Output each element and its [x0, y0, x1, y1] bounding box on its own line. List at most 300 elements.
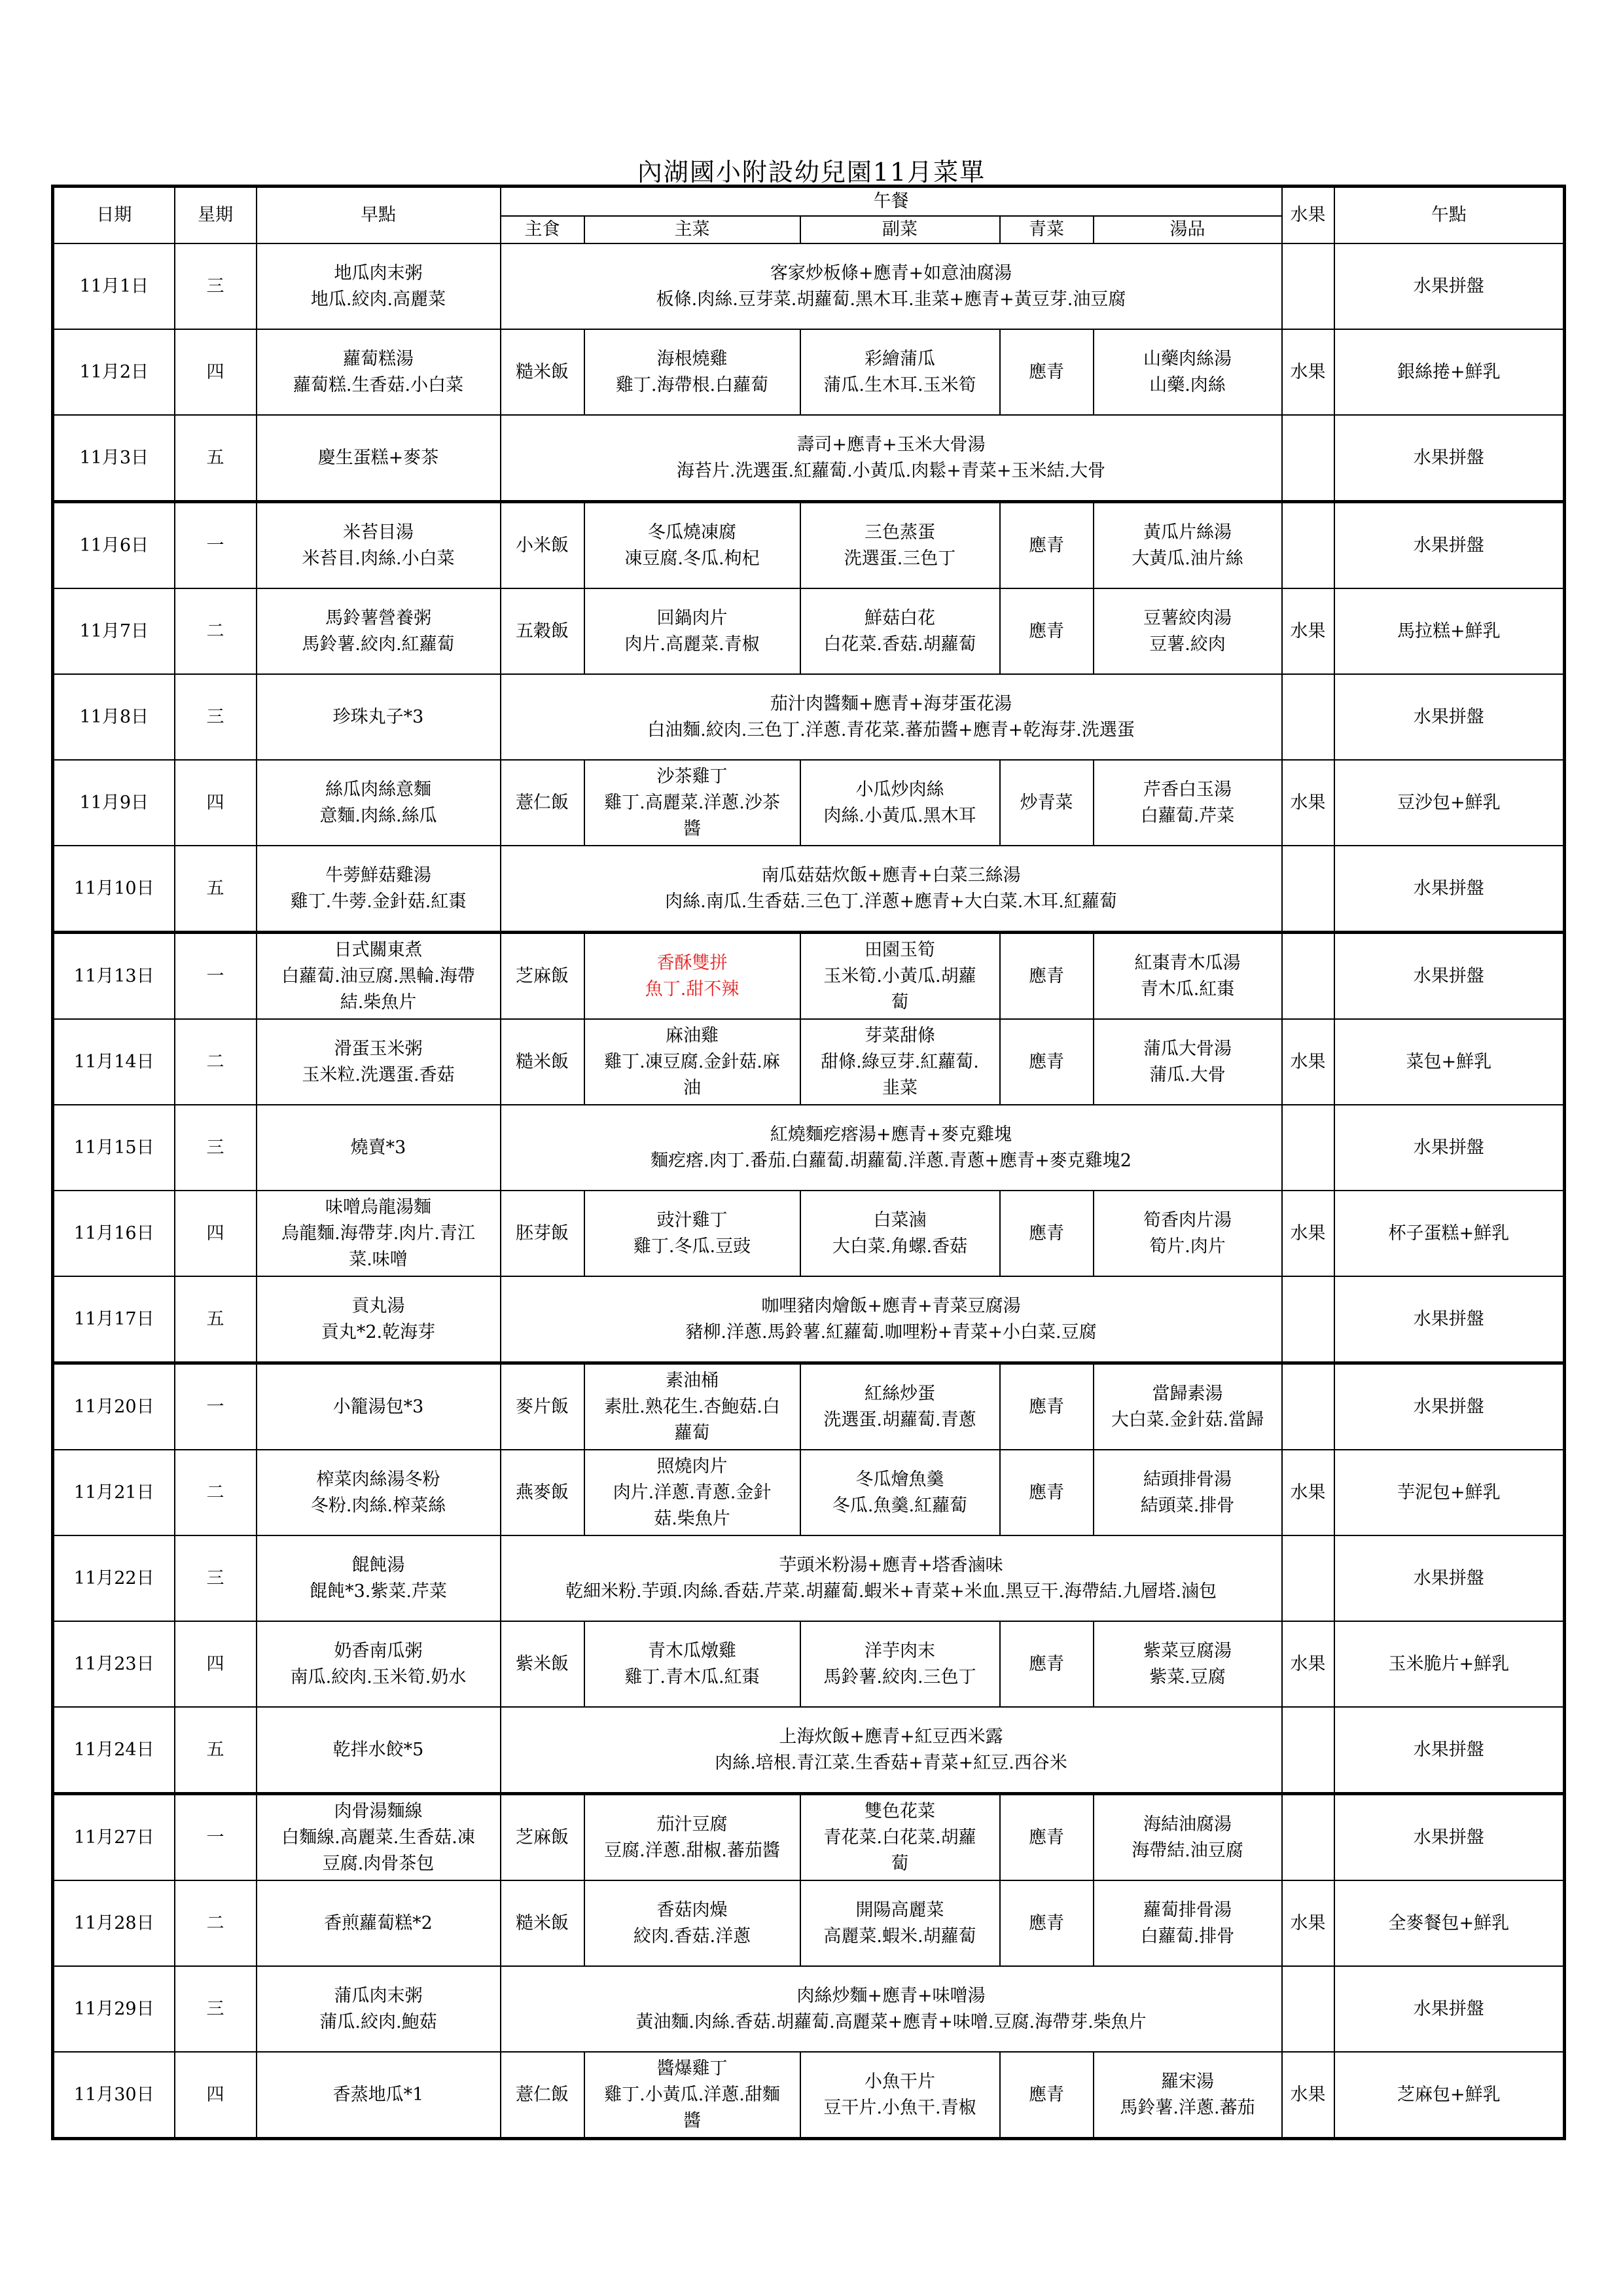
soup-cell-line: 蘿蔔排骨湯	[1143, 1899, 1232, 1920]
menu-row	[53, 933, 1565, 1020]
snack-cell: 水果拼盤	[1334, 502, 1565, 589]
side-dish-cell-line: 豆干片.小魚干.青椒	[823, 2097, 976, 2118]
breakfast-cell-line: 意麵.肉絲.絲瓜	[319, 805, 437, 826]
breakfast-cell-line: 榨菜肉絲湯冬粉	[316, 1469, 440, 1490]
side-dish-cell-line: 甜條.綠豆芽.紅蘿蔔.	[821, 1051, 979, 1072]
date-cell: 11月1日	[53, 243, 175, 329]
soup-cell-line: 紅棗青木瓜湯	[1134, 952, 1241, 973]
main-dish-cell-line: 海根燒雞	[656, 348, 728, 369]
snack-cell: 水果拼盤	[1334, 415, 1565, 502]
menu-row	[53, 1105, 1565, 1191]
snack-cell: 芋泥包+鮮乳	[1334, 1450, 1565, 1535]
menu-row	[53, 1880, 1565, 1966]
breakfast-cell-line: 玉米粒.洗選蛋.香菇	[302, 1064, 455, 1085]
main-dish-cell-line: 香菇肉燥	[656, 1899, 728, 1920]
lunch-combined-cell	[501, 1707, 1282, 1794]
date-cell: 11月9日	[53, 760, 175, 846]
main-dish-cell-line: 肉片.高麗菜.青椒	[624, 634, 760, 655]
veg-cell: 應青	[1000, 2052, 1094, 2139]
main-dish-cell-line: 素肚.熟花生.杏鮑菇.白	[604, 1396, 780, 1417]
breakfast-cell-line: 地瓜肉末粥	[334, 262, 423, 283]
side-dish-cell-line: 高麗菜.蝦米.胡蘿蔔	[823, 1926, 976, 1946]
main-dish-cell-line: 冬瓜燒凍腐	[648, 522, 736, 543]
veg-cell: 應青	[1000, 933, 1094, 1020]
snack-cell: 銀絲捲+鮮乳	[1334, 329, 1565, 415]
menu-row	[53, 674, 1565, 760]
weekday-cell: 二	[175, 588, 257, 674]
main-dish-cell-line: 雞丁.高麗菜.洋蔥.沙茶	[604, 792, 780, 813]
veg-cell: 應青	[1000, 1191, 1094, 1276]
lunch-combined-cell-line: 黃油麵.肉絲.香菇.胡蘿蔔.高麗菜+應青+味噌.豆腐.海帶芽.柴魚片	[635, 2011, 1147, 2032]
breakfast-cell	[257, 588, 501, 674]
date-cell: 11月13日	[53, 933, 175, 1020]
breakfast-cell-line: 烏龍麵.海帶芽.肉片.青江	[281, 1223, 475, 1244]
fruit-cell: 水果	[1282, 588, 1334, 674]
breakfast-cell-line: 米苔目湯	[343, 522, 414, 543]
menu-row	[53, 1191, 1565, 1276]
weekday-cell: 二	[175, 1880, 257, 1966]
breakfast-cell	[257, 1794, 501, 1881]
staple-cell: 糙米飯	[501, 1880, 584, 1966]
weekday-cell: 二	[175, 1019, 257, 1105]
side-dish-cell-line: 小瓜炒肉絲	[855, 779, 944, 800]
snack-cell: 全麥餐包+鮮乳	[1334, 1880, 1565, 1966]
breakfast-cell-line: 貢丸湯	[351, 1295, 405, 1316]
lunch-combined-cell-line: 麵疙瘩.肉丁.番茄.白蘿蔔.胡蘿蔔.洋蔥.青蔥+應青+麥克雞塊2	[651, 1150, 1132, 1171]
soup-cell-line: 羅宋湯	[1161, 2071, 1215, 2092]
breakfast-cell	[257, 1105, 501, 1191]
snack-cell: 水果拼盤	[1334, 1535, 1565, 1621]
veg-cell: 應青	[1000, 1621, 1094, 1707]
breakfast-cell-line: 結.柴魚片	[340, 992, 417, 1013]
lunch-combined-cell-line: 肉絲炒麵+應青+味噌湯	[796, 1985, 986, 2006]
breakfast-cell	[257, 933, 501, 1020]
breakfast-cell	[257, 1363, 501, 1450]
weekday-cell: 四	[175, 1621, 257, 1707]
fruit-cell: 水果	[1282, 1450, 1334, 1535]
soup-cell	[1094, 1880, 1282, 1966]
main-dish-cell	[584, 1621, 800, 1707]
main-dish-cell-line: 菇.柴魚片	[654, 1508, 730, 1529]
side-dish-cell-line: 玉米筍.小黃瓜.胡蘿	[823, 965, 976, 986]
fruit-cell	[1282, 1363, 1334, 1450]
side-dish-cell-line: 冬瓜.魚羹.紅蘿蔔	[832, 1495, 968, 1516]
main-dish-cell	[584, 1019, 800, 1105]
breakfast-cell-line: 蘿蔔糕.生香菇.小白菜	[293, 374, 464, 395]
fruit-cell	[1282, 1105, 1334, 1191]
fruit-cell: 水果	[1282, 1019, 1334, 1105]
veg-cell: 應青	[1000, 588, 1094, 674]
date-cell: 11月2日	[53, 329, 175, 415]
menu-row	[53, 1276, 1565, 1363]
side-dish-cell-line: 鮮菇白花	[865, 607, 935, 628]
header-staple: 主食	[501, 216, 584, 243]
side-dish-cell	[800, 588, 1000, 674]
soup-cell	[1094, 588, 1282, 674]
fruit-cell	[1282, 846, 1334, 933]
breakfast-cell	[257, 1450, 501, 1535]
lunch-combined-cell	[501, 1105, 1282, 1191]
breakfast-cell-line: 奶香南瓜粥	[334, 1640, 423, 1661]
soup-cell	[1094, 1363, 1282, 1450]
main-dish-cell-line: 素油桶	[666, 1370, 719, 1391]
weekday-cell: 五	[175, 1707, 257, 1794]
fruit-cell	[1282, 415, 1334, 502]
side-dish-cell-line: 白花菜.香菇.胡蘿蔔	[823, 634, 976, 655]
soup-cell-line: 紫菜豆腐湯	[1143, 1640, 1232, 1661]
soup-cell-line: 山藥.肉絲	[1149, 374, 1226, 395]
breakfast-cell	[257, 1966, 501, 2052]
main-dish-cell-line: 麻油雞	[666, 1025, 719, 1046]
header-side: 副菜	[800, 216, 1000, 243]
fruit-cell: 水果	[1282, 329, 1334, 415]
side-dish-cell-line: 馬鈴薯.絞肉.三色丁	[823, 1666, 976, 1687]
main-dish-cell-line: 醬	[683, 2110, 701, 2131]
main-dish-cell-line: 雞丁.海帶根.白蘿蔔	[615, 374, 769, 395]
weekday-cell: 一	[175, 1794, 257, 1881]
lunch-combined-cell-line: 茄汁肉醬麵+應青+海芽蛋花湯	[770, 693, 1012, 714]
main-dish-cell	[584, 329, 800, 415]
soup-cell-line: 蒲瓜.大骨	[1149, 1064, 1226, 1085]
side-dish-cell	[800, 1363, 1000, 1450]
snack-cell: 水果拼盤	[1334, 1707, 1565, 1794]
menu-row	[53, 243, 1565, 329]
breakfast-cell-line: 絲瓜肉絲意麵	[325, 779, 431, 800]
menu-table	[51, 185, 1566, 2140]
veg-cell: 應青	[1000, 1019, 1094, 1105]
menu-row	[53, 1966, 1565, 2052]
header-lunch: 午餐	[501, 187, 1282, 217]
weekday-cell: 四	[175, 760, 257, 846]
lunch-combined-cell	[501, 846, 1282, 933]
breakfast-cell	[257, 1191, 501, 1276]
breakfast-cell-line: 馬鈴薯.絞肉.紅蘿蔔	[302, 634, 455, 655]
side-dish-cell-line: 洗選蛋.三色丁	[844, 548, 956, 569]
header-breakfast: 早點	[257, 187, 501, 244]
weekday-cell: 二	[175, 1450, 257, 1535]
main-dish-cell	[584, 1191, 800, 1276]
breakfast-cell-line: 味噌烏龍湯麵	[325, 1196, 431, 1217]
side-dish-cell-line: 肉絲.小黃瓜.黑木耳	[823, 805, 976, 826]
weekday-cell: 三	[175, 1535, 257, 1621]
header-date: 日期	[53, 187, 175, 244]
lunch-combined-cell	[501, 674, 1282, 760]
menu-row	[53, 502, 1565, 589]
staple-cell: 薏仁飯	[501, 760, 584, 846]
header-veg: 青菜	[1000, 216, 1094, 243]
main-dish-cell-line: 醬爆雞丁	[656, 2058, 728, 2079]
date-cell: 11月14日	[53, 1019, 175, 1105]
soup-cell-line: 大黃瓜.油片絲	[1132, 548, 1243, 569]
side-dish-cell	[800, 760, 1000, 846]
breakfast-cell-line: 豆腐.肉骨茶包	[322, 1853, 435, 1874]
breakfast-cell-line: 白麵線.高麗菜.生香菇.凍	[281, 1827, 475, 1848]
breakfast-cell-line: 珍珠丸子*3	[332, 706, 424, 727]
menu-row	[53, 846, 1565, 933]
side-dish-cell-line: 韭菜	[882, 1077, 918, 1098]
fruit-cell	[1282, 1794, 1334, 1881]
breakfast-cell-line: 滑蛋玉米粥	[334, 1038, 423, 1059]
soup-cell-line: 當歸素湯	[1152, 1383, 1223, 1404]
breakfast-cell-line: 貢丸*2.乾海芽	[321, 1321, 436, 1342]
date-cell: 11月16日	[53, 1191, 175, 1276]
veg-cell: 應青	[1000, 1794, 1094, 1881]
weekday-cell: 一	[175, 933, 257, 1020]
lunch-combined-cell-line: 板條.肉絲.豆芽菜.胡蘿蔔.黑木耳.韭菜+應青+黃豆芽.油豆腐	[656, 289, 1126, 310]
breakfast-cell-line: 馬鈴薯營養粥	[325, 607, 431, 628]
date-cell: 11月29日	[53, 1966, 175, 2052]
veg-cell: 應青	[1000, 1450, 1094, 1535]
main-dish-cell	[584, 1794, 800, 1881]
main-dish-cell	[584, 1450, 800, 1535]
breakfast-cell	[257, 674, 501, 760]
main-dish-cell	[584, 760, 800, 846]
menu-row	[53, 329, 1565, 415]
soup-cell-line: 青木瓜.紅棗	[1140, 978, 1235, 999]
side-dish-cell-line: 開陽高麗菜	[855, 1899, 944, 1920]
lunch-combined-cell	[501, 243, 1282, 329]
breakfast-cell-line: 南瓜.絞肉.玉米筍.奶水	[290, 1666, 467, 1687]
breakfast-cell	[257, 2052, 501, 2139]
main-dish-cell	[584, 502, 800, 589]
soup-cell	[1094, 502, 1282, 589]
breakfast-cell	[257, 1535, 501, 1621]
side-dish-cell	[800, 1450, 1000, 1535]
side-dish-cell-line: 芽菜甜條	[865, 1025, 935, 1046]
soup-cell-line: 山藥肉絲湯	[1143, 348, 1232, 369]
soup-cell-line: 馬鈴薯.洋蔥.蕃茄	[1120, 2097, 1255, 2118]
soup-cell	[1094, 1621, 1282, 1707]
side-dish-cell-line: 洋芋肉末	[865, 1640, 935, 1661]
weekday-cell: 一	[175, 1363, 257, 1450]
snack-cell: 玉米脆片+鮮乳	[1334, 1621, 1565, 1707]
date-cell: 11月21日	[53, 1450, 175, 1535]
side-dish-cell-line: 青花菜.白花菜.胡蘿	[823, 1827, 976, 1848]
soup-cell-line: 豆薯絞肉湯	[1143, 607, 1232, 628]
side-dish-cell-line: 蔔	[891, 992, 909, 1013]
fruit-cell	[1282, 1535, 1334, 1621]
soup-cell-line: 海帶結.油豆腐	[1132, 1840, 1243, 1861]
breakfast-cell-line: 菜.味噌	[349, 1249, 408, 1270]
snack-cell: 水果拼盤	[1334, 933, 1565, 1020]
menu-row	[53, 1535, 1565, 1621]
lunch-combined-cell-line: 白油麵.絞肉.三色丁.洋蔥.青花菜.蕃茄醬+應青+乾海芽.洗選蛋	[647, 719, 1135, 740]
fruit-cell	[1282, 1276, 1334, 1363]
side-dish-cell-line: 雙色花菜	[865, 1801, 935, 1821]
staple-cell: 燕麥飯	[501, 1450, 584, 1535]
veg-cell: 應青	[1000, 502, 1094, 589]
date-cell: 11月3日	[53, 415, 175, 502]
main-dish-cell	[584, 933, 800, 1020]
side-dish-cell	[800, 2052, 1000, 2139]
soup-cell	[1094, 2052, 1282, 2139]
lunch-combined-cell-line: 咖哩豬肉燴飯+應青+青菜豆腐湯	[761, 1295, 1021, 1316]
snack-cell: 水果拼盤	[1334, 1276, 1565, 1363]
date-cell: 11月24日	[53, 1707, 175, 1794]
menu-row	[53, 415, 1565, 502]
date-cell: 11月6日	[53, 502, 175, 589]
weekday-cell: 三	[175, 674, 257, 760]
menu-row	[53, 2052, 1565, 2139]
staple-cell: 小米飯	[501, 502, 584, 589]
main-dish-cell-line: 香酥雙拼	[656, 952, 728, 973]
fruit-cell: 水果	[1282, 2052, 1334, 2139]
side-dish-cell-line: 冬瓜燴魚羹	[855, 1469, 944, 1490]
date-cell: 11月7日	[53, 588, 175, 674]
fruit-cell	[1282, 933, 1334, 1020]
veg-cell: 炒青菜	[1000, 760, 1094, 846]
breakfast-cell	[257, 502, 501, 589]
snack-cell: 水果拼盤	[1334, 243, 1565, 329]
soup-cell-line: 白蘿蔔.排骨	[1140, 1926, 1235, 1946]
soup-cell-line: 海結油腐湯	[1143, 1814, 1232, 1835]
side-dish-cell-line: 蔔	[891, 1853, 909, 1874]
fruit-cell: 水果	[1282, 1191, 1334, 1276]
breakfast-cell-line: 蘿蔔糕湯	[343, 348, 414, 369]
breakfast-cell-line: 餛飩*3.紫菜.芹菜	[310, 1581, 447, 1602]
snack-cell: 馬拉糕+鮮乳	[1334, 588, 1565, 674]
lunch-combined-cell-line: 上海炊飯+應青+紅豆西米露	[779, 1726, 1003, 1747]
staple-cell: 五穀飯	[501, 588, 584, 674]
breakfast-cell-line: 香蒸地瓜*1	[332, 2084, 424, 2105]
snack-cell: 菜包+鮮乳	[1334, 1019, 1565, 1105]
side-dish-cell-line: 洗選蛋.胡蘿蔔.青蔥	[823, 1409, 976, 1430]
lunch-combined-cell-line: 紅燒麵疙瘩湯+應青+麥克雞塊	[770, 1124, 1012, 1145]
menu-row	[53, 1363, 1565, 1450]
main-dish-cell-line: 雞丁.小黃瓜.洋蔥.甜麵	[604, 2084, 780, 2105]
fruit-cell	[1282, 502, 1334, 589]
weekday-cell: 五	[175, 1276, 257, 1363]
breakfast-cell	[257, 1276, 501, 1363]
lunch-combined-cell-line: 芋頭米粉湯+應青+塔香滷味	[779, 1554, 1003, 1575]
weekday-cell: 四	[175, 1191, 257, 1276]
header-snack: 午點	[1334, 187, 1565, 244]
date-cell: 11月20日	[53, 1363, 175, 1450]
weekday-cell: 三	[175, 243, 257, 329]
main-dish-cell	[584, 2052, 800, 2139]
main-dish-cell-line: 魚丁.甜不辣	[645, 978, 740, 999]
staple-cell: 糙米飯	[501, 1019, 584, 1105]
side-dish-cell	[800, 1880, 1000, 1966]
main-dish-cell-line: 油	[683, 1077, 701, 1098]
breakfast-cell-line: 米苔目.肉絲.小白菜	[302, 548, 455, 569]
side-dish-cell-line: 田園玉筍	[865, 939, 935, 960]
fruit-cell	[1282, 243, 1334, 329]
veg-cell: 應青	[1000, 1880, 1094, 1966]
date-cell: 11月22日	[53, 1535, 175, 1621]
fruit-cell	[1282, 674, 1334, 760]
header-fruit: 水果	[1282, 187, 1334, 244]
date-cell: 11月27日	[53, 1794, 175, 1881]
lunch-combined-cell	[501, 1535, 1282, 1621]
soup-cell-line: 黃瓜片絲湯	[1143, 522, 1232, 543]
breakfast-cell-line: 乾拌水餃*5	[332, 1739, 424, 1760]
main-dish-cell	[584, 588, 800, 674]
soup-cell	[1094, 1019, 1282, 1105]
main-dish-cell-line: 絞肉.香菇.洋蔥	[633, 1926, 751, 1946]
side-dish-cell-line: 蒲瓜.生木耳.玉米筍	[823, 374, 976, 395]
lunch-combined-cell-line: 南瓜菇菇炊飯+應青+白菜三絲湯	[761, 865, 1021, 886]
menu-row	[53, 588, 1565, 674]
side-dish-cell-line: 大白菜.角螺.香菇	[832, 1236, 968, 1257]
date-cell: 11月28日	[53, 1880, 175, 1966]
menu-row	[53, 1019, 1565, 1105]
breakfast-cell	[257, 243, 501, 329]
soup-cell	[1094, 760, 1282, 846]
snack-cell: 水果拼盤	[1334, 1966, 1565, 2052]
snack-cell: 水果拼盤	[1334, 846, 1565, 933]
date-cell: 11月10日	[53, 846, 175, 933]
weekday-cell: 四	[175, 329, 257, 415]
side-dish-cell-line: 白菜滷	[873, 1210, 927, 1230]
side-dish-cell	[800, 1191, 1000, 1276]
header-weekday: 星期	[175, 187, 257, 244]
breakfast-cell-line: 蒲瓜.絞肉.鮑菇	[319, 2011, 437, 2032]
menu-row	[53, 1794, 1565, 1881]
breakfast-cell	[257, 1880, 501, 1966]
staple-cell: 芝麻飯	[501, 1794, 584, 1881]
main-dish-cell-line: 肉片.洋蔥.青蔥.金針	[613, 1482, 772, 1503]
fruit-cell: 水果	[1282, 1880, 1334, 1966]
snack-cell: 水果拼盤	[1334, 1794, 1565, 1881]
date-cell: 11月23日	[53, 1621, 175, 1707]
soup-cell-line: 白蘿蔔.芹菜	[1140, 805, 1235, 826]
soup-cell	[1094, 329, 1282, 415]
breakfast-cell-line: 肉骨湯麵線	[334, 1801, 423, 1821]
soup-cell-line: 芹香白玉湯	[1143, 779, 1232, 800]
staple-cell: 胚芽飯	[501, 1191, 584, 1276]
header-main: 主菜	[584, 216, 800, 243]
date-cell: 11月8日	[53, 674, 175, 760]
main-dish-cell-line: 雞丁.凍豆腐.金針菇.麻	[604, 1051, 780, 1072]
snack-cell: 芝麻包+鮮乳	[1334, 2052, 1565, 2139]
breakfast-cell	[257, 1621, 501, 1707]
breakfast-cell	[257, 760, 501, 846]
breakfast-cell-line: 燒賣*3	[350, 1137, 406, 1158]
lunch-combined-cell	[501, 1276, 1282, 1363]
weekday-cell: 五	[175, 846, 257, 933]
menu-row	[53, 1450, 1565, 1535]
date-cell: 11月15日	[53, 1105, 175, 1191]
side-dish-cell	[800, 1794, 1000, 1881]
main-dish-cell-line: 照燒肉片	[656, 1456, 728, 1477]
soup-cell-line: 大白菜.金針菇.當歸	[1111, 1409, 1264, 1430]
main-dish-cell-line: 雞丁.青木瓜.紅棗	[624, 1666, 760, 1687]
lunch-combined-cell-line: 海苔片.洗選蛋.紅蘿蔔.小黃瓜.肉鬆+青菜+玉米結.大骨	[676, 460, 1106, 481]
staple-cell: 紫米飯	[501, 1621, 584, 1707]
side-dish-cell	[800, 502, 1000, 589]
lunch-combined-cell-line: 壽司+應青+玉米大骨湯	[796, 434, 986, 455]
veg-cell: 應青	[1000, 329, 1094, 415]
side-dish-cell-line: 彩繪蒲瓜	[865, 348, 935, 369]
breakfast-cell-line: 冬粉.肉絲.榨菜絲	[310, 1495, 446, 1516]
breakfast-cell-line: 地瓜.絞肉.高麗菜	[310, 289, 446, 310]
main-dish-cell-line: 茄汁豆腐	[656, 1814, 728, 1835]
header-row	[53, 187, 1565, 217]
staple-cell: 糙米飯	[501, 329, 584, 415]
side-dish-cell-line: 三色蒸蛋	[865, 522, 935, 543]
main-dish-cell-line: 凍豆腐.冬瓜.枸杞	[624, 548, 760, 569]
main-dish-cell	[584, 1880, 800, 1966]
breakfast-cell	[257, 329, 501, 415]
header-soup: 湯品	[1094, 216, 1282, 243]
main-dish-cell-line: 豉汁雞丁	[656, 1210, 728, 1230]
staple-cell: 薏仁飯	[501, 2052, 584, 2139]
lunch-combined-cell-line: 肉絲.南瓜.生香菇.三色丁.洋蔥+應青+大白菜.木耳.紅蘿蔔	[665, 891, 1117, 912]
lunch-combined-cell	[501, 415, 1282, 502]
menu-row	[53, 760, 1565, 846]
breakfast-cell-line: 慶生蛋糕+麥茶	[317, 447, 439, 468]
